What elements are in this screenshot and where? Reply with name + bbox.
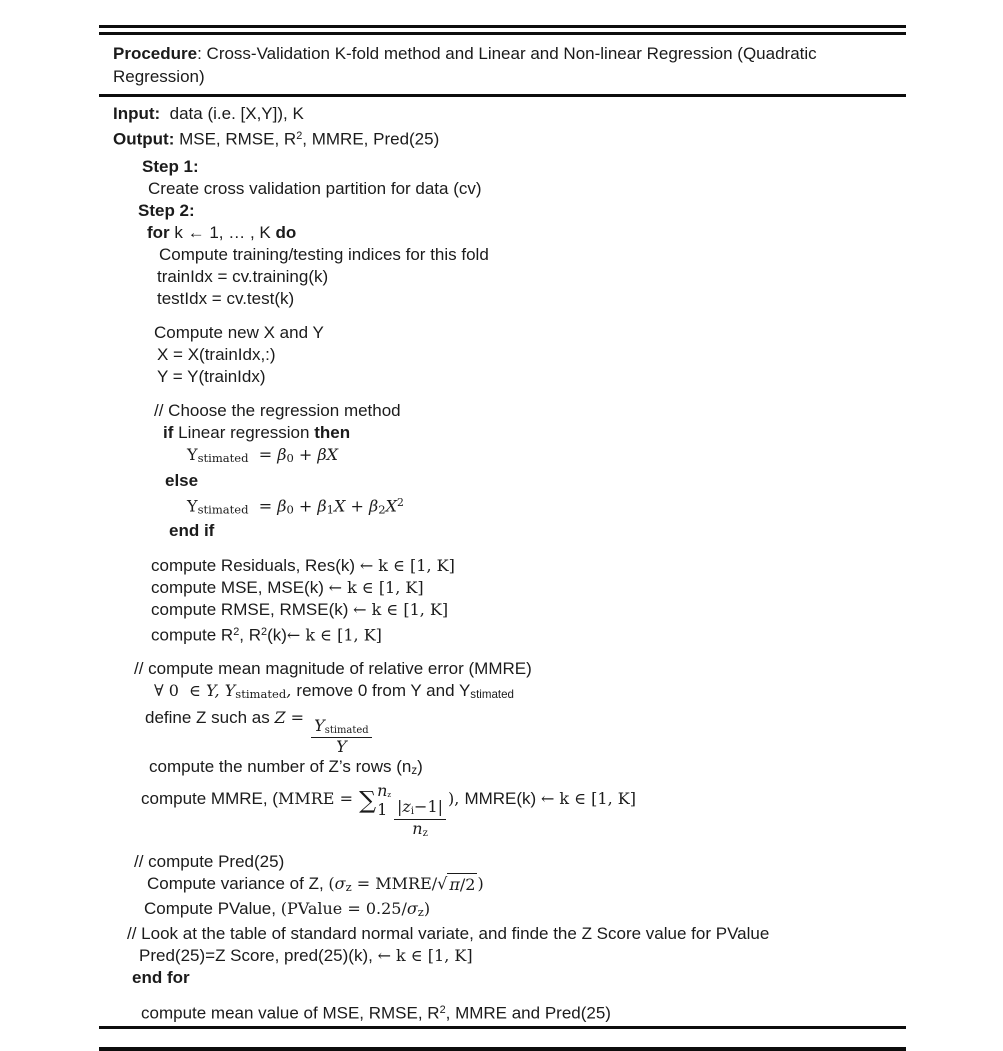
text-run: data (i.e. [X,Y]), K [160,104,304,123]
text-run: ← k ∈ [1, K] [540,789,636,809]
text-run: ← k ∈ [1, K] [286,625,382,645]
code-line [99,999,906,1024]
text-run: ) [477,873,484,893]
procedure-box [99,25,906,1051]
code-line [99,756,906,782]
code-line [99,945,906,967]
summation-lower-limit [377,801,391,819]
text-run: compute RMSE, RMSE(k) [151,600,354,620]
text-run: (k) [267,625,287,645]
footer-rule [99,1047,906,1051]
text-run: Y [336,736,347,756]
code-line [99,366,906,388]
text-run: define Z such as [145,707,275,727]
text-run: ← k ∈ [1, K] [377,945,473,965]
summation-upper-limit [377,782,391,800]
text-run: Y, Y [206,681,236,701]
sigma-symbol: ∑ [359,785,377,814]
text-run: 0 [286,451,294,466]
text-run: 2 [396,495,404,509]
code-line [99,344,906,366]
text-run: /2 [459,874,476,894]
code-line [99,621,906,646]
bottom-gap [99,1029,906,1047]
text-run: = MMRE/ [351,873,438,893]
text-run: z [417,904,424,919]
text-run: compute mean value of MSE, RMSE, R [141,1003,440,1023]
fraction-numerator [394,799,446,819]
fraction-denominator [336,738,347,756]
fraction-numerator [311,715,371,738]
code-line [99,470,906,492]
text-run: = [285,707,310,727]
text-run: stimated [235,687,287,702]
text-run: σ [334,873,346,893]
text-run: π [449,874,460,894]
text-run: 0 [286,502,294,517]
text-run: ( [328,873,335,893]
procedure-title [99,35,858,94]
text-run: // Choose the regression method [154,401,401,421]
text-run: X = X(trainIdx,:) [157,345,276,365]
text-run: // Look at the table of standard normal variate, and finde the Z Score value for PValue [127,923,770,943]
radical-symbol: √ [437,873,448,893]
text-run: Z [274,707,286,727]
text-run: (PValue = 0.25/ [280,898,407,918]
code-line [99,156,906,178]
text-run: compute MSE, MSE(k) [151,578,329,598]
text-run: Compute training/testing indices for this fold [159,245,489,265]
text-run: Step 2: [138,201,195,221]
text-run: stimated [470,689,514,702]
text-run: MSE, RMSE, R [174,129,297,149]
code-line [99,851,906,873]
text-run: Pred(25)=Z Score, pred(25)(k), [139,945,378,965]
text-run: i [410,806,415,818]
text-run: ∀ 0 ∈ [154,681,207,701]
text-run: n [412,818,423,838]
text-run: MMRE = [277,789,359,809]
text-run: Input: [113,104,161,123]
text-run: ← k ∈ [1, K] [328,578,424,598]
text-run: |z [397,797,411,817]
blank-line [99,542,906,555]
code-line [99,577,906,599]
text-run: Output: [113,129,175,149]
text-run: , [286,681,297,701]
top-double-rule [99,25,906,35]
code-line [99,680,906,706]
code-line [99,266,906,288]
text-run: = [248,495,278,515]
text-run: remove 0 from Y and Y [296,681,471,701]
code-line [99,520,906,542]
code-line [99,444,906,469]
text-run: Compute new X and Y [154,323,324,343]
text-run: if [163,423,179,443]
text-run: β [277,495,287,515]
code-line [99,178,906,200]
text-run: X [334,495,346,515]
text-run: Y [187,445,198,465]
text-run: end for [132,967,190,987]
text-run: k ← 1, … , K [174,223,276,243]
text-run: MMRE(k) [464,789,541,809]
text-run: 1 [326,502,334,517]
text-run: compute R [151,625,234,645]
input-line [99,102,906,125]
code-line [99,873,906,898]
blank-line [99,839,906,851]
output-line [99,125,906,150]
text-run: end if [169,521,215,541]
text-run: // compute mean magnitude of relative error (MMRE) [134,659,532,679]
text-run: + [293,445,318,465]
text-run: compute the number of Z’s rows (n [149,757,412,777]
blank-line [99,646,906,658]
text-run: n [377,781,388,801]
text-run: do [275,223,297,243]
text-run: Y = Y(trainIdx) [157,367,266,387]
text-run: else [165,470,199,490]
text-run: σ [406,898,418,918]
text-run: z [387,791,392,800]
text-run: ← k ∈ [1, K] [353,600,449,620]
text-run: Y [314,715,325,735]
text-run: Create cross validation partition for data (cv) [148,179,482,199]
text-run: z [411,765,418,778]
text-run: stimated [324,724,369,736]
text-run: 2 [378,502,386,517]
text-run: −1| [414,797,444,817]
summation-limits [377,782,391,819]
text-run: compute MMRE, ( [141,789,278,809]
text-run: 2 [439,1003,446,1016]
text-run: = [248,445,278,465]
code-line [99,599,906,621]
code-line [99,658,906,680]
io-section [99,97,906,153]
code-line [99,288,906,310]
text-run: β [368,495,379,515]
text-run: compute Residuals, Res(k) [151,556,360,576]
text-run: , R [239,625,261,645]
fraction [394,799,446,838]
text-run: β [317,495,327,515]
blank-line [99,388,906,400]
code-line [99,400,906,422]
text-run: // compute Pred(25) [134,851,285,871]
code-line [99,782,906,839]
code-line [99,222,906,244]
summation [359,782,391,819]
text-run: : Cross-Validation K-fold method and Linear and Non-linear Regression (Quadratic Regression) [113,44,817,86]
code-line [99,492,906,521]
text-run: Y [187,495,198,515]
code-line [99,422,906,444]
code-line [99,555,906,577]
text-run: βX [317,445,339,465]
blank-line [99,310,906,322]
text-run: stimated [197,451,249,466]
code-line [99,967,906,989]
fraction [311,715,371,757]
text-run: X [385,495,397,515]
text-run: Step 1: [142,157,199,177]
text-run: ) [423,898,431,918]
code-line [99,923,906,945]
text-run: 2 [261,626,268,639]
code-line [99,200,906,222]
text-run: for [147,223,175,243]
code-line [99,244,906,266]
square-root [437,873,477,896]
blank-line [99,989,906,999]
text-run: then [314,423,351,443]
text-run: + [293,495,318,515]
text-run: ) [417,757,423,777]
text-run: 2 [233,626,240,639]
text-run: 2 [296,130,303,142]
text-run: ← k ∈ [1, K] [359,556,455,576]
code-line [99,898,906,923]
text-run: Compute PValue, [144,898,281,918]
text-run: Procedure [113,44,198,63]
text-run: z [422,827,428,839]
code-line [99,322,906,344]
text-run: testIdx = cv.test(k) [157,289,295,309]
text-run: Compute variance of Z, [147,873,329,893]
text-run: z [345,879,352,894]
text-run: trainIdx = cv.training(k) [157,267,329,287]
text-run: , MMRE and Pred(25) [445,1003,611,1023]
procedure-body [99,153,906,1024]
text-run: β [277,445,287,465]
text-run: + [345,495,369,515]
text-run: Linear regression [178,423,315,443]
radicand [447,873,477,896]
text-run: ), [448,789,465,809]
text-run: 1 [377,799,388,819]
code-line [99,707,906,757]
text-run: stimated [197,502,249,517]
fraction-denominator [412,820,428,839]
text-run: , MMRE, Pred(25) [302,129,440,149]
